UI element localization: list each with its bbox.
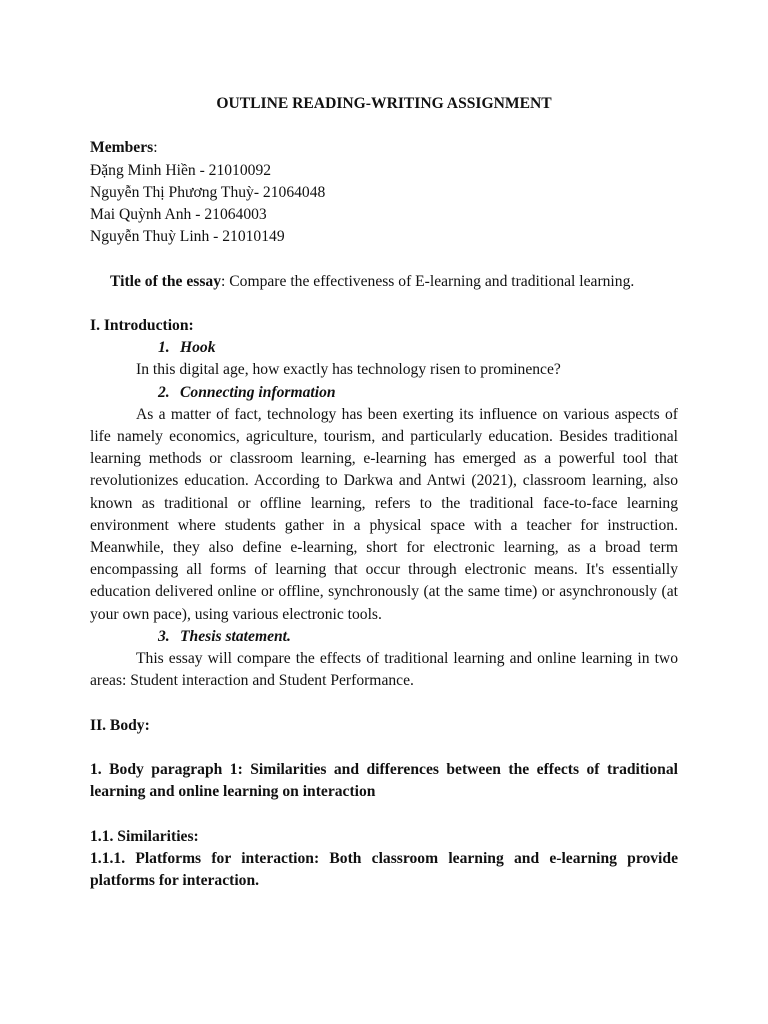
spacer [90, 248, 678, 270]
intro-item-hook [90, 337, 678, 359]
member-line: Nguyễn Thị Phương Thuỳ- 21064048 [90, 183, 326, 201]
thesis-statement-text: This essay will compare the effects of traditional learning and online learning in two areas: Student interaction and Student Performance. [90, 650, 678, 690]
list-number: 2. [158, 383, 170, 401]
members-colon: : [153, 139, 158, 157]
spacer [90, 293, 678, 315]
intro-heading: I. Introduction: [90, 316, 194, 334]
member-line: Mai Quỳnh Anh - 21064003 [90, 206, 267, 223]
platforms-for-interaction-heading: 1.1.1. Platforms for interaction: Both classroom learning and e-learning provide platforms for interaction. [90, 849, 678, 890]
list-label: Thesis statement. [180, 627, 291, 645]
member-line: Nguyễn Thuỳ Linh - 21010149 [90, 228, 285, 246]
body-paragraph-1-heading: 1. Body paragraph 1: Similarities and differences between the effects of traditional learning and online learning on interaction [90, 761, 678, 801]
connecting-information-text: As a matter of fact, technology has been exerting its influence on various aspects of life namely economics, agriculture, tourism, and particularly education. Besides traditional learning methods or classroom learning, e-learning has emerged as a powerful tool that revolutionizes education. According to Darkwa and Antwi (2021), classroom learning, also known as traditional or offline learning, refers to the traditional face-to-face learning environment where students gather in a physical space with a teacher for instruction. Meanwhile, they also define e-learning, short for electronic learning, as a broad term encompassing all forms of learning that occur through electronic means. It's essentially education delivered online or offline, synchronously (at the same time) or asynchronously (at your own pace), using various electronic tools. [90, 405, 678, 623]
list-number: 3. [158, 627, 170, 645]
similarities-heading: 1.1. Similarities: [90, 827, 199, 845]
intro-item-connecting-information [90, 382, 678, 404]
intro-item-thesis-statement [90, 626, 678, 648]
members-heading [90, 137, 678, 159]
spacer [90, 692, 678, 714]
document-title: OUTLINE READING-WRITING ASSIGNMENT [216, 95, 552, 112]
essay-title [90, 271, 678, 293]
list-label: Connecting information [180, 383, 336, 401]
essay-title-label: Title of the essay [110, 272, 222, 290]
hook-text: In this digital age, how exactly has technology risen to prominence? [136, 361, 561, 379]
essay-title-text: : Compare the effectiveness of E-learning and traditional learning. [221, 272, 635, 290]
list-number: 1. [158, 339, 170, 357]
body-heading: II. Body: [90, 716, 150, 734]
spacer [90, 115, 678, 137]
member-line: Đặng Minh Hiền - 21010092 [90, 161, 272, 179]
list-label: Hook [180, 339, 216, 357]
spacer [90, 737, 678, 759]
spacer [90, 803, 678, 825]
members-label: Members [90, 139, 154, 157]
